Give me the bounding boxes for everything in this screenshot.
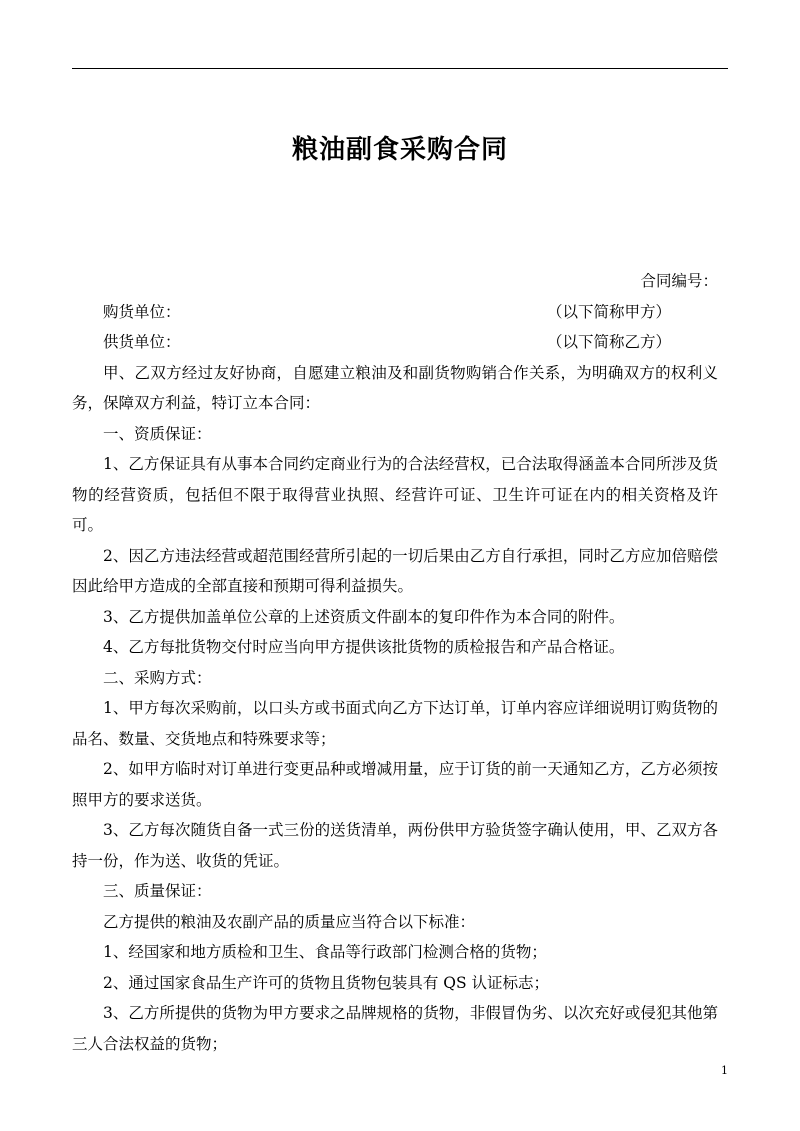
intro-paragraph: 甲、乙双方经过友好协商，自愿建立粮油及和副货物购销合作关系，为明确双方的权利义务，保障双方利益，特订立本合同： bbox=[72, 363, 718, 412]
document-title: 粮油副食采购合同 bbox=[291, 135, 508, 166]
clause-paragraph: 3、乙方提供加盖单位公章的上述资质文件副本的复印件作为本合同的附件。 bbox=[103, 607, 625, 626]
clause-paragraph: 3、乙方所提供的货物为甲方要求之品牌规格的货物，非假冒伪劣、以次充好或侵犯其他第三人合法权益的货物； bbox=[72, 1004, 718, 1053]
section-heading: 二、采购方式： bbox=[103, 668, 212, 687]
buyer-alias: （以下简称甲方） bbox=[547, 302, 672, 321]
clause-paragraph: 4、乙方每批货物交付时应当向甲方提供该批货物的质检报告和产品合格证。 bbox=[103, 638, 625, 656]
clause-paragraph: 乙方提供的粮油及农副产品的质量应当符合以下标准： bbox=[103, 912, 476, 931]
section-heading: 一、资质保证： bbox=[103, 424, 212, 443]
section-heading: 三、质量保证： bbox=[103, 882, 212, 900]
clause-paragraph: 2、如甲方临时对订单进行变更品种或增减用量，应于订货的前一天通知乙方，乙方必须按照甲方的要求送货。 bbox=[72, 760, 718, 809]
buyer-line bbox=[72, 297, 718, 328]
header-rule bbox=[72, 68, 728, 69]
buyer-label: 购货单位： bbox=[103, 302, 181, 321]
clause-paragraph: 3、乙方每次随货自备一式三份的送货清单，两份供甲方验货签字确认使用，甲、乙双方各持一份，作为送、收货的凭证。 bbox=[72, 821, 718, 870]
page-number: 1 bbox=[721, 1064, 728, 1077]
document-body bbox=[72, 266, 718, 1059]
clause-paragraph: 1、经国家和地方质检和卫生、食品等行政部门检测合格的货物； bbox=[103, 943, 547, 961]
contract-number-label: 合同编号： bbox=[640, 272, 718, 290]
clause-paragraph: 1、乙方保证具有从事本合同约定商业行为的合法经营权，已合法取得涵盖本合同所涉及货物的经营资质，包括但不限于取得营业执照、经营许可证、卫生许可证在内的相关资格及许可。 bbox=[72, 455, 718, 534]
clause-paragraph: 1、甲方每次采购前，以口头方或书面式向乙方下达订单，订单内容应详细说明订购货物的品名、数量、交货地点和特殊要求等； bbox=[72, 699, 718, 748]
supplier-line bbox=[72, 327, 718, 358]
clause-paragraph: 2、通过国家食品生产许可的货物且货物包装具有 QS 认证标志； bbox=[103, 973, 550, 992]
supplier-label: 供货单位： bbox=[103, 333, 181, 351]
supplier-alias: （以下简称乙方） bbox=[547, 333, 672, 351]
clause-paragraph: 2、因乙方违法经营或超范围经营所引起的一切后果由乙方自行承担，同时乙方应加倍赔偿因此给甲方造成的全部直接和预期可得利益损失。 bbox=[72, 546, 718, 595]
